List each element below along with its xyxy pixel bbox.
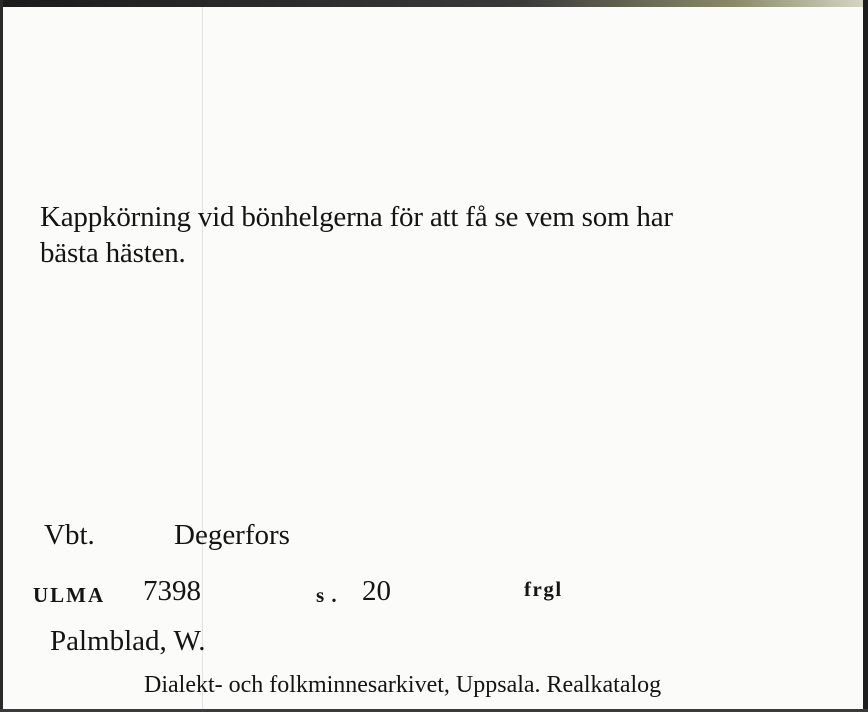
card-left-edge	[0, 0, 3, 712]
category-code: frgl	[524, 577, 563, 601]
archive-number: 7398	[143, 575, 201, 607]
recorder-name: Palmblad, W.	[50, 625, 206, 657]
card-text-line-1: Kappkörning vid bönhelgerna för att få se vem som har	[40, 201, 673, 233]
archive-code: ULMA	[33, 583, 106, 607]
card-top-edge	[0, 0, 868, 7]
place-label: Degerfors	[174, 519, 290, 551]
card-text-line-2: bästa hästen.	[40, 237, 186, 269]
region-label: Vbt.	[44, 519, 95, 551]
card-right-edge	[863, 0, 868, 712]
card-footer: Dialekt- och folkminnesarkivet, Uppsala. Realkatalog	[144, 672, 662, 698]
page-prefix: s .	[316, 583, 338, 607]
card-fold-line	[202, 7, 203, 712]
page-number: 20	[362, 575, 391, 607]
